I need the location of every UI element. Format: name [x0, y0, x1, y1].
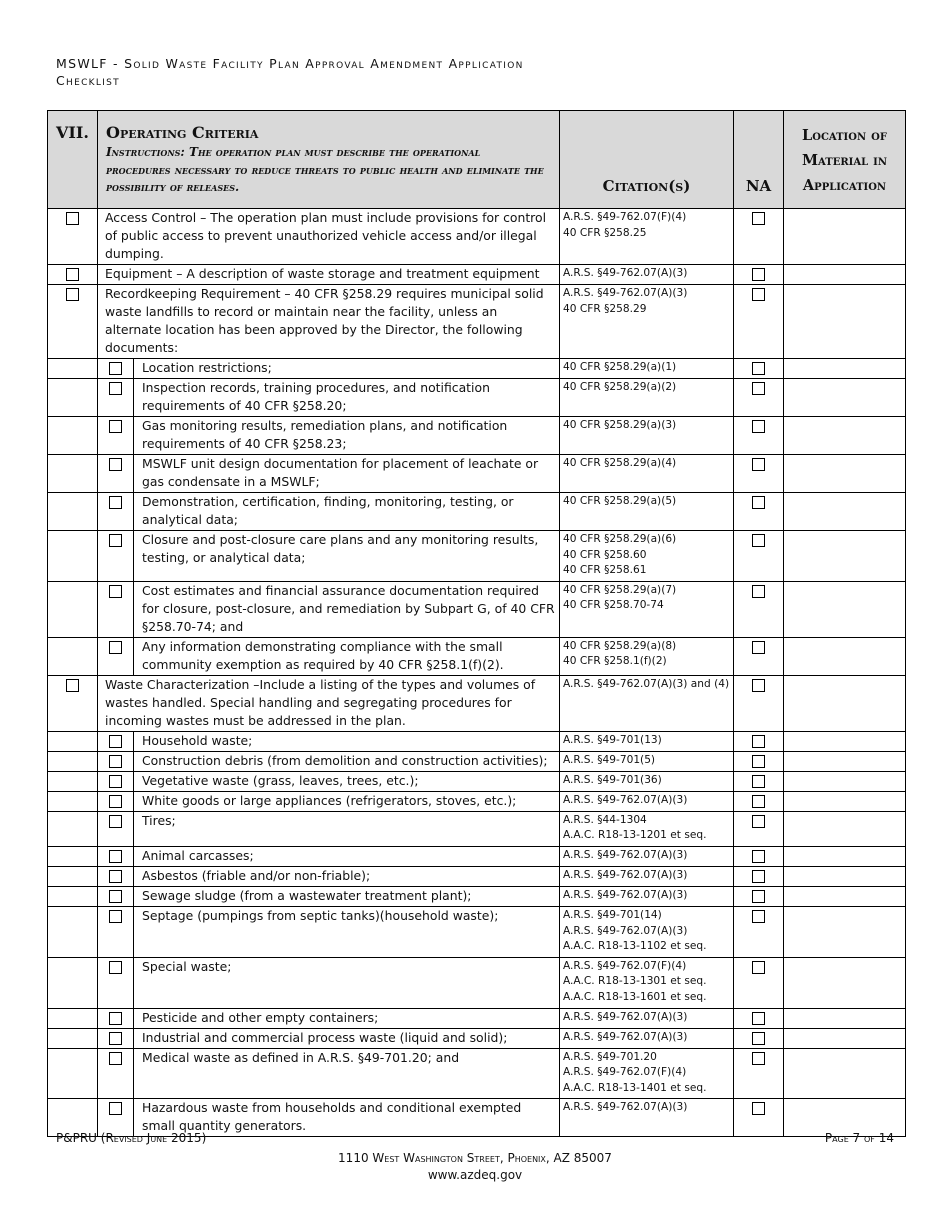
citation: 40 CFR §258.60	[563, 548, 647, 561]
subitem-checkbox[interactable]	[109, 1012, 122, 1025]
na-checkbox[interactable]	[752, 1032, 765, 1045]
empty-cell	[48, 906, 98, 957]
na-checkbox[interactable]	[752, 288, 765, 301]
na-checkbox[interactable]	[752, 679, 765, 692]
citation: A.R.S. §49-762.07(A)(3)	[563, 1030, 688, 1043]
citation: A.R.S. §49-701(5)	[563, 753, 656, 766]
citation-cell	[560, 1028, 734, 1048]
subitem-description: Hazardous waste from households and conditional exempted small quantity generators.	[134, 1099, 560, 1137]
document-title	[56, 55, 524, 89]
item-checkbox-cell	[48, 209, 98, 265]
location-cell[interactable]	[784, 531, 906, 582]
subitem-checkbox[interactable]	[109, 534, 122, 547]
item-checkbox-cell	[48, 265, 98, 285]
na-checkbox[interactable]	[752, 890, 765, 903]
na-checkbox[interactable]	[752, 755, 765, 768]
subitem-checkbox[interactable]	[109, 850, 122, 863]
citation: A.R.S. §49-701(36)	[563, 773, 662, 786]
subitem-description: Demonstration, certification, finding, monitoring, testing, or analytical data;	[134, 493, 560, 531]
na-checkbox[interactable]	[752, 775, 765, 788]
na-checkbox[interactable]	[752, 735, 765, 748]
citation: A.A.C. R18-13-1301 et seq.	[563, 975, 707, 988]
citation-cell	[560, 209, 734, 265]
subitem-description: Animal carcasses;	[134, 846, 560, 866]
empty-cell	[48, 531, 98, 582]
checklist-subitem-row	[48, 957, 906, 1008]
na-cell	[734, 285, 784, 359]
empty-cell	[48, 359, 98, 379]
na-cell	[734, 379, 784, 417]
item-checkbox-cell	[48, 285, 98, 359]
citation: A.R.S. §49-762.07(A)(3)	[563, 1010, 688, 1023]
subitem-description: Construction debris (from demolition and construction activities);	[134, 751, 560, 771]
citation: A.R.S. §49-762.07(A)(3)	[563, 287, 688, 299]
item-checkbox-cell	[48, 675, 98, 731]
checklist-subitem-row	[48, 731, 906, 751]
na-cell	[734, 265, 784, 285]
subitem-checkbox[interactable]	[109, 585, 122, 598]
checklist-body	[48, 111, 906, 1137]
empty-cell	[48, 731, 98, 751]
citation: A.R.S. §49-762.07(A)(3)	[563, 793, 688, 806]
location-cell[interactable]	[784, 731, 906, 751]
na-checkbox[interactable]	[752, 641, 765, 654]
citation-cell	[560, 731, 734, 751]
subitem-checkbox[interactable]	[109, 1032, 122, 1045]
location-cell[interactable]	[784, 209, 906, 265]
empty-cell	[48, 379, 98, 417]
citation: 40 CFR §258.29	[563, 302, 647, 315]
citation-cell	[560, 886, 734, 906]
na-cell	[734, 1048, 784, 1099]
subitem-checkbox[interactable]	[109, 458, 122, 471]
section-title-cell	[98, 111, 560, 209]
citation: 40 CFR §258.29(a)(5)	[563, 495, 677, 507]
checklist-subitem-row	[48, 791, 906, 811]
item-description: Recordkeeping Requirement – 40 CFR §258.29 requires municipal solid waste landfills to record or maintain near the facility, unless an alternate location has been approved by the Director, the following documents:	[98, 285, 560, 359]
subitem-description: Closure and post-closure care plans and any monitoring results, testing, or analytical data;	[134, 531, 560, 582]
na-checkbox[interactable]	[752, 1102, 765, 1115]
na-checkbox[interactable]	[752, 870, 765, 883]
citation: A.R.S. §49-762.07(A)(3)	[563, 924, 688, 937]
subitem-checkbox[interactable]	[109, 496, 122, 509]
na-checkbox[interactable]	[752, 362, 765, 375]
subitem-checkbox-cell	[98, 886, 134, 906]
subitem-checkbox[interactable]	[109, 890, 122, 903]
na-checkbox[interactable]	[752, 910, 765, 923]
location-cell[interactable]	[784, 1028, 906, 1048]
location-cell[interactable]	[784, 1008, 906, 1028]
subitem-checkbox-cell	[98, 1028, 134, 1048]
checklist-subitem-row	[48, 846, 906, 866]
citation: 40 CFR §258.29(a)(2)	[563, 381, 677, 393]
subitem-description: Pesticide and other empty containers;	[134, 1008, 560, 1028]
na-checkbox[interactable]	[752, 1052, 765, 1065]
na-cell	[734, 1008, 784, 1028]
item-checkbox[interactable]	[66, 288, 79, 301]
empty-cell	[48, 886, 98, 906]
citation: A.A.C. R18-13-1401 et seq.	[563, 1081, 707, 1094]
subitem-checkbox-cell	[98, 637, 134, 675]
subitem-checkbox[interactable]	[109, 795, 122, 808]
na-checkbox[interactable]	[752, 850, 765, 863]
checklist-subitem-row	[48, 493, 906, 531]
subitem-checkbox[interactable]	[109, 870, 122, 883]
location-cell[interactable]	[784, 791, 906, 811]
location-cell[interactable]	[784, 265, 906, 285]
citation: 40 CFR §258.29(a)(8)	[563, 639, 677, 652]
subitem-checkbox-cell	[98, 581, 134, 637]
section-instructions: Instructions: The operation plan must describe the operational procedures necessary to reduce threats to public health and eliminate the possibility of releases.	[106, 145, 544, 194]
empty-cell	[48, 771, 98, 791]
checklist-subitem-row	[48, 531, 906, 582]
citation: A.R.S. §49-762.07(F)(4)	[563, 959, 687, 972]
citation-cell	[560, 1048, 734, 1099]
location-cell[interactable]	[784, 846, 906, 866]
citation: A.R.S. §44-1304	[563, 813, 647, 826]
citation-cell	[560, 493, 734, 531]
location-cell[interactable]	[784, 285, 906, 359]
subitem-checkbox-cell	[98, 957, 134, 1008]
citation: A.A.C. R18-13-1601 et seq.	[563, 990, 707, 1003]
citation-cell	[560, 866, 734, 886]
location-column-header: Location of Material in Application	[784, 111, 906, 209]
subitem-checkbox-cell	[98, 846, 134, 866]
checklist-table	[47, 110, 906, 1137]
na-cell	[734, 675, 784, 731]
na-cell	[734, 731, 784, 751]
subitem-checkbox-cell	[98, 379, 134, 417]
citation-cell	[560, 1008, 734, 1028]
subitem-checkbox[interactable]	[109, 641, 122, 654]
empty-cell	[48, 866, 98, 886]
subitem-checkbox-cell	[98, 751, 134, 771]
location-cell[interactable]	[784, 417, 906, 455]
subitem-checkbox[interactable]	[109, 735, 122, 748]
citation-cell	[560, 417, 734, 455]
checklist-subitem-row	[48, 1008, 906, 1028]
location-cell[interactable]	[784, 957, 906, 1008]
na-checkbox[interactable]	[752, 815, 765, 828]
citation-cell	[560, 455, 734, 493]
citation: 40 CFR §258.29(a)(1)	[563, 361, 677, 373]
footer-revision: P&PRU (Revised June 2015)	[56, 1131, 207, 1145]
citation: A.R.S. §49-701.20	[563, 1050, 657, 1063]
item-description: Equipment – A description of waste storage and treatment equipment	[98, 265, 560, 285]
citation: A.R.S. §49-762.07(F)(4)	[563, 211, 687, 223]
checklist-subitem-row	[48, 379, 906, 417]
checklist-subitem-row	[48, 1048, 906, 1099]
na-checkbox[interactable]	[752, 458, 765, 471]
checklist-subitem-row	[48, 866, 906, 886]
location-cell[interactable]	[784, 493, 906, 531]
subitem-checkbox-cell	[98, 771, 134, 791]
subitem-checkbox-cell	[98, 531, 134, 582]
subitem-checkbox-cell	[98, 493, 134, 531]
subitem-checkbox[interactable]	[109, 420, 122, 433]
citation-column-header: Citation(s)	[560, 111, 734, 209]
na-checkbox[interactable]	[752, 961, 765, 974]
item-checkbox[interactable]	[66, 679, 79, 692]
citation: 40 CFR §258.29(a)(3)	[563, 419, 677, 431]
location-cell[interactable]	[784, 379, 906, 417]
checklist-subitem-row	[48, 751, 906, 771]
na-cell	[734, 791, 784, 811]
subitem-checkbox[interactable]	[109, 910, 122, 923]
subitem-description: Gas monitoring results, remediation plans, and notification requirements of 40 CFR §258.23;	[134, 417, 560, 455]
location-cell[interactable]	[784, 1048, 906, 1099]
location-cell[interactable]	[784, 359, 906, 379]
subitem-checkbox-cell	[98, 417, 134, 455]
checklist-subitem-row	[48, 811, 906, 846]
empty-cell	[48, 637, 98, 675]
na-cell	[734, 846, 784, 866]
na-cell	[734, 1028, 784, 1048]
footer-page-number: Page 7 of 14	[824, 1131, 894, 1145]
subitem-description: Inspection records, training procedures, and notification requirements of 40 CFR §258.20;	[134, 379, 560, 417]
item-checkbox[interactable]	[66, 212, 79, 225]
empty-cell	[48, 811, 98, 846]
location-cell[interactable]	[784, 886, 906, 906]
na-checkbox[interactable]	[752, 585, 765, 598]
subitem-description: Location restrictions;	[134, 359, 560, 379]
location-cell[interactable]	[784, 771, 906, 791]
location-cell[interactable]	[784, 751, 906, 771]
empty-cell	[48, 846, 98, 866]
na-cell	[734, 906, 784, 957]
citation-cell	[560, 957, 734, 1008]
citation-cell	[560, 771, 734, 791]
checklist-subitem-row	[48, 1028, 906, 1048]
subitem-checkbox[interactable]	[109, 755, 122, 768]
na-cell	[734, 209, 784, 265]
subitem-checkbox-cell	[98, 906, 134, 957]
section-title: Operating Criteria	[106, 123, 259, 142]
na-checkbox[interactable]	[752, 268, 765, 281]
citation-cell	[560, 531, 734, 582]
citation-cell	[560, 751, 734, 771]
citation-cell	[560, 581, 734, 637]
subitem-description: Household waste;	[134, 731, 560, 751]
citation: 40 CFR §258.29(a)(7)	[563, 583, 677, 596]
subitem-checkbox[interactable]	[109, 1102, 122, 1115]
citation: 40 CFR §258.25	[563, 226, 647, 239]
citation: 40 CFR §258.1(f)(2)	[563, 655, 667, 668]
subitem-description: Any information demonstrating compliance with the small community exemption as required by 40 CFR §258.1(f)(2).	[134, 637, 560, 675]
citation: A.R.S. §49-762.07(A)(3)	[563, 868, 688, 881]
document-title-line2: Checklist	[56, 73, 120, 88]
empty-cell	[48, 581, 98, 637]
na-cell	[734, 455, 784, 493]
location-cell[interactable]	[784, 455, 906, 493]
subitem-checkbox-cell	[98, 359, 134, 379]
subitem-checkbox-cell	[98, 811, 134, 846]
subitem-description: Industrial and commercial process waste (liquid and solid);	[134, 1028, 560, 1048]
citation-cell	[560, 811, 734, 846]
footer-address: 1110 West Washington Street, Phoenix, AZ 85007	[338, 1151, 612, 1165]
checklist-subitem-row	[48, 886, 906, 906]
empty-cell	[48, 1008, 98, 1028]
location-cell[interactable]	[784, 675, 906, 731]
citation: A.R.S. §49-762.07(A)(3)	[563, 848, 688, 861]
subitem-checkbox[interactable]	[109, 362, 122, 375]
checklist-subitem-row	[48, 417, 906, 455]
subitem-description: Septage (pumpings from septic tanks)(household waste);	[134, 906, 560, 957]
citation: A.R.S. §49-762.07(A)(3) and (4)	[563, 677, 730, 690]
na-cell	[734, 493, 784, 531]
section-header-row	[48, 111, 906, 209]
subitem-checkbox[interactable]	[109, 815, 122, 828]
citation-cell	[560, 265, 734, 285]
citation: A.R.S. §49-701(14)	[563, 908, 662, 921]
location-cell[interactable]	[784, 581, 906, 637]
item-checkbox[interactable]	[66, 268, 79, 281]
empty-cell	[48, 417, 98, 455]
empty-cell	[48, 791, 98, 811]
na-checkbox[interactable]	[752, 382, 765, 395]
subitem-description: MSWLF unit design documentation for placement of leachate or gas condensate in a MSWLF;	[134, 455, 560, 493]
checklist-subitem-row	[48, 581, 906, 637]
subitem-checkbox[interactable]	[109, 961, 122, 974]
citation: A.R.S. §49-701(13)	[563, 733, 662, 746]
checklist-item-row	[48, 265, 906, 285]
subitem-description: Vegetative waste (grass, leaves, trees, etc.);	[134, 771, 560, 791]
checklist-subitem-row	[48, 906, 906, 957]
na-cell	[734, 581, 784, 637]
subitem-description: Cost estimates and financial assurance documentation required for closure, post-closure, and remediation by Subpart G, of 40 CFR §258.70-74; and	[134, 581, 560, 637]
subitem-checkbox[interactable]	[109, 775, 122, 788]
checklist-subitem-row	[48, 359, 906, 379]
empty-cell	[48, 1048, 98, 1099]
location-cell[interactable]	[784, 906, 906, 957]
na-cell	[734, 886, 784, 906]
na-cell	[734, 957, 784, 1008]
subitem-checkbox-cell	[98, 791, 134, 811]
na-checkbox[interactable]	[752, 496, 765, 509]
citation: A.A.C. R18-13-1102 et seq.	[563, 940, 707, 953]
subitem-checkbox-cell	[98, 455, 134, 493]
citation-cell	[560, 846, 734, 866]
subitem-checkbox[interactable]	[109, 382, 122, 395]
na-checkbox[interactable]	[752, 212, 765, 225]
subitem-description: Sewage sludge (from a wastewater treatment plant);	[134, 886, 560, 906]
citation: 40 CFR §258.29(a)(4)	[563, 457, 677, 469]
checklist-subitem-row	[48, 771, 906, 791]
subitem-checkbox[interactable]	[109, 1052, 122, 1065]
citation: A.R.S. §49-762.07(A)(3)	[563, 267, 688, 279]
na-cell	[734, 359, 784, 379]
subitem-description: Tires;	[134, 811, 560, 846]
footer-contact	[0, 1150, 950, 1184]
na-cell	[734, 417, 784, 455]
citation-cell	[560, 637, 734, 675]
citation-cell	[560, 791, 734, 811]
subitem-checkbox-cell	[98, 1008, 134, 1028]
citation: A.R.S. §49-762.07(A)(3)	[563, 1101, 688, 1114]
footer-website: www.azdeq.gov	[427, 1168, 523, 1182]
na-cell	[734, 811, 784, 846]
citation-cell	[560, 1099, 734, 1137]
na-cell	[734, 531, 784, 582]
subitem-description: Asbestos (friable and/or non-friable);	[134, 866, 560, 886]
citation: 40 CFR §258.61	[563, 564, 647, 577]
location-cell[interactable]	[784, 866, 906, 886]
citation: A.R.S. §49-762.07(A)(3)	[563, 888, 688, 901]
na-cell	[734, 866, 784, 886]
na-checkbox[interactable]	[752, 534, 765, 547]
document-title-line1: MSWLF - Solid Waste Facility Plan Approval Amendment Application	[56, 56, 524, 71]
subitem-description: Medical waste as defined in A.R.S. §49-701.20; and	[134, 1048, 560, 1099]
subitem-checkbox-cell	[98, 866, 134, 886]
na-checkbox[interactable]	[752, 420, 765, 433]
na-column-header: NA	[734, 111, 784, 209]
location-cell[interactable]	[784, 811, 906, 846]
citation-cell	[560, 379, 734, 417]
checklist-item-row	[48, 675, 906, 731]
checklist-item-row	[48, 209, 906, 265]
subitem-checkbox-cell	[98, 1048, 134, 1099]
na-cell	[734, 1099, 784, 1137]
citation: A.R.S. §49-762.07(F)(4)	[563, 1066, 687, 1079]
citation: 40 CFR §258.70-74	[563, 599, 664, 612]
citation-cell	[560, 285, 734, 359]
empty-cell	[48, 455, 98, 493]
citation-cell	[560, 675, 734, 731]
na-checkbox[interactable]	[752, 1012, 765, 1025]
checklist-subitem-row	[48, 637, 906, 675]
empty-cell	[48, 751, 98, 771]
checklist-subitem-row	[48, 455, 906, 493]
na-cell	[734, 751, 784, 771]
na-cell	[734, 771, 784, 791]
empty-cell	[48, 493, 98, 531]
na-cell	[734, 637, 784, 675]
na-checkbox[interactable]	[752, 795, 765, 808]
subitem-checkbox-cell	[98, 731, 134, 751]
subitem-description: White goods or large appliances (refrigerators, stoves, etc.);	[134, 791, 560, 811]
section-number: VII.	[48, 111, 98, 209]
citation-cell	[560, 906, 734, 957]
item-description: Access Control – The operation plan must include provisions for control of public access to prevent unauthorized vehicle access and/or illegal dumping.	[98, 209, 560, 265]
citation-cell	[560, 359, 734, 379]
empty-cell	[48, 957, 98, 1008]
citation: 40 CFR §258.29(a)(6)	[563, 533, 677, 545]
subitem-description: Special waste;	[134, 957, 560, 1008]
checklist-item-row	[48, 285, 906, 359]
citation: A.A.C. R18-13-1201 et seq.	[563, 829, 707, 842]
location-cell[interactable]	[784, 637, 906, 675]
empty-cell	[48, 1028, 98, 1048]
item-description: Waste Characterization –Include a listing of the types and volumes of wastes handled. Special handling and segregating procedures for incoming wastes must be addressed in the plan.	[98, 675, 560, 731]
